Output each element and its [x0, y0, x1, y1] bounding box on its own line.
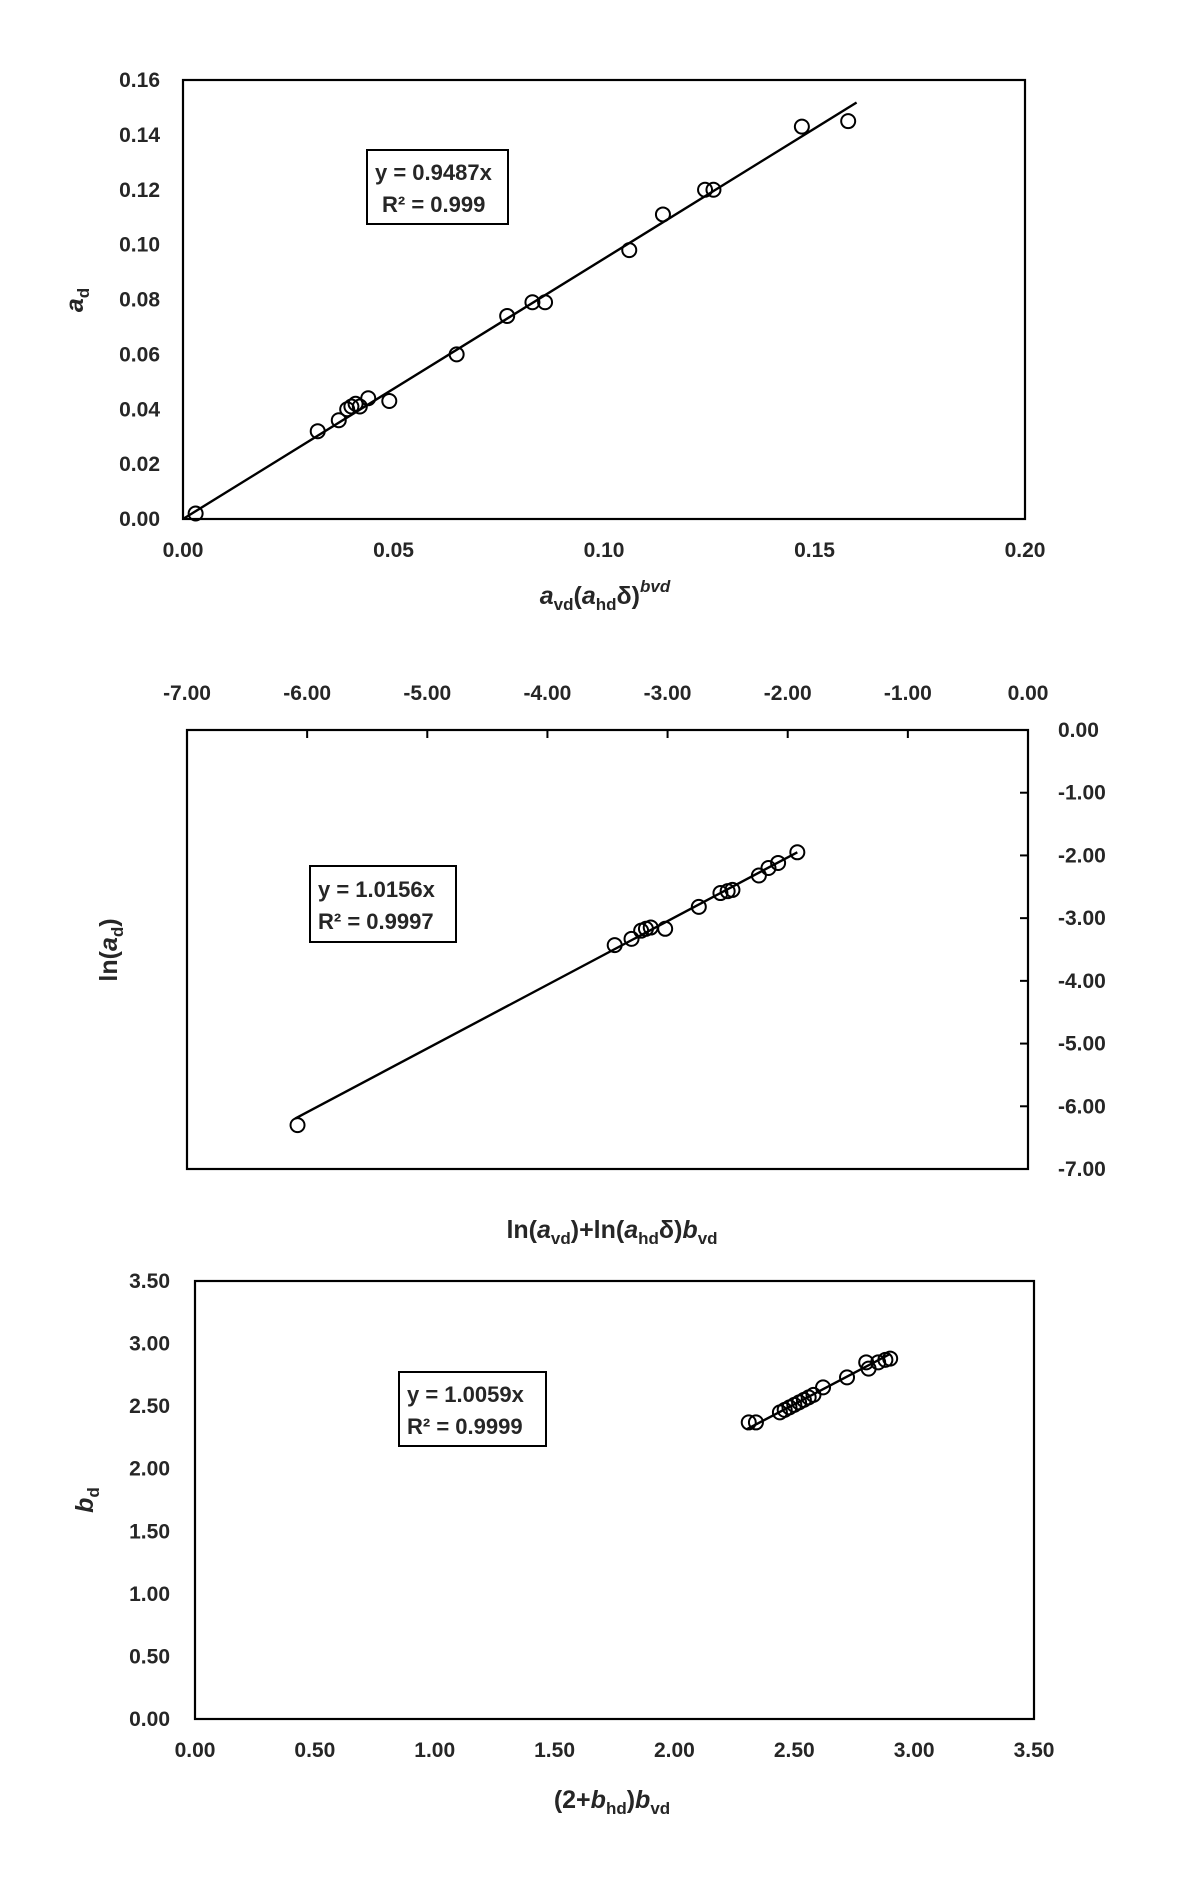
- x-tick-label: 0.20: [1004, 539, 1046, 562]
- x-axis-label: $\ln(a_{vd})+\ln(a_{hd}\delta)b_{vd}$: [506, 1216, 718, 1248]
- equation-box: [310, 866, 456, 942]
- chart-panel-3: [71, 1270, 1054, 1818]
- x-tick-label: 1.50: [534, 1739, 576, 1762]
- x-tick-label: -3.00: [643, 682, 692, 705]
- y-tick-label: 0.06: [119, 343, 160, 367]
- r-squared-label: R² = 0.9999: [407, 1414, 523, 1439]
- x-tick-label: 1.00: [414, 1739, 456, 1762]
- y-tick-label: 0.50: [129, 1645, 170, 1669]
- y-tick-label: 3.00: [129, 1332, 170, 1356]
- y-tick-label: -7.00: [1058, 1158, 1106, 1181]
- y-tick-label: 0.10: [119, 233, 160, 257]
- x-tick-label: 0.50: [294, 1739, 336, 1762]
- r-squared-label: R² = 0.999: [382, 192, 486, 217]
- x-tick-label: -4.00: [523, 682, 572, 705]
- equation-box: [399, 1372, 546, 1446]
- y-tick-label: -1.00: [1058, 781, 1106, 805]
- equation-box: [367, 150, 508, 224]
- trendline-equation: y = 0.9487x: [375, 160, 492, 185]
- data-point: [841, 114, 855, 128]
- x-tick-label: 3.50: [1013, 1739, 1055, 1762]
- y-tick-label: 0.00: [129, 1708, 170, 1731]
- plot-frame: [183, 80, 1025, 519]
- data-point: [291, 1118, 305, 1132]
- x-tick-label: 3.00: [893, 1739, 935, 1762]
- y-tick-label: 0.00: [1058, 719, 1099, 742]
- y-tick-label: -2.00: [1058, 844, 1106, 868]
- y-tick-label: 2.50: [129, 1395, 170, 1419]
- y-tick-label: 0.04: [119, 398, 160, 422]
- y-tick-label: -4.00: [1058, 969, 1106, 993]
- x-tick-label: -1.00: [883, 682, 932, 705]
- data-point: [382, 394, 396, 408]
- x-axis-label: $(2+b_{hd})b_{vd}$: [553, 1786, 671, 1818]
- chart-panel-1: [61, 69, 1045, 614]
- y-axis-label: $\ln(a_d)$: [95, 918, 127, 982]
- y-axis-label: $b_d$: [71, 1487, 103, 1513]
- x-tick-label: 2.00: [653, 1739, 695, 1762]
- y-tick-label: -6.00: [1058, 1095, 1106, 1119]
- x-tick-label: 0.15: [794, 539, 835, 562]
- plot-frame: [187, 730, 1028, 1169]
- x-tick-label: 0.10: [583, 539, 625, 562]
- x-tick-label: -7.00: [163, 682, 211, 705]
- y-tick-label: 0.08: [119, 288, 160, 312]
- y-tick-label: 1.00: [129, 1582, 170, 1606]
- y-tick-label: 0.14: [119, 123, 160, 147]
- chart-panel-2: [95, 682, 1106, 1248]
- trendline-equation: y = 1.0156x: [318, 877, 435, 902]
- data-point: [656, 207, 670, 221]
- x-tick-label: 0.00: [1007, 682, 1049, 705]
- r-squared-label: R² = 0.9997: [318, 909, 434, 934]
- plot-frame: [195, 1281, 1034, 1719]
- y-tick-label: 0.02: [119, 453, 160, 477]
- x-tick-label: -5.00: [403, 682, 452, 705]
- x-tick-label: 0.00: [162, 539, 204, 562]
- x-tick-label: 2.50: [773, 1739, 815, 1762]
- data-point: [622, 243, 636, 257]
- y-tick-label: 2.00: [129, 1457, 170, 1481]
- trendline-equation: y = 1.0059x: [407, 1382, 524, 1407]
- x-tick-label: 0.05: [373, 539, 414, 562]
- y-axis-label: $a_d$: [61, 287, 93, 313]
- data-point: [795, 120, 809, 134]
- y-tick-label: 0.12: [119, 178, 160, 202]
- x-axis-label: $a_{vd}(a_{hd}\delta)^{bvd}$: [539, 577, 671, 614]
- y-tick-label: -5.00: [1058, 1032, 1106, 1056]
- y-tick-label: 0.16: [119, 69, 160, 92]
- y-tick-label: -3.00: [1058, 907, 1106, 931]
- y-tick-label: 3.50: [129, 1270, 170, 1293]
- trendline: [183, 103, 857, 519]
- x-tick-label: 0.00: [174, 1739, 216, 1762]
- x-tick-label: -6.00: [283, 682, 332, 705]
- y-tick-label: 1.50: [129, 1520, 170, 1544]
- x-tick-label: -2.00: [763, 682, 812, 705]
- y-tick-label: 0.00: [119, 508, 160, 531]
- data-point: [658, 922, 672, 936]
